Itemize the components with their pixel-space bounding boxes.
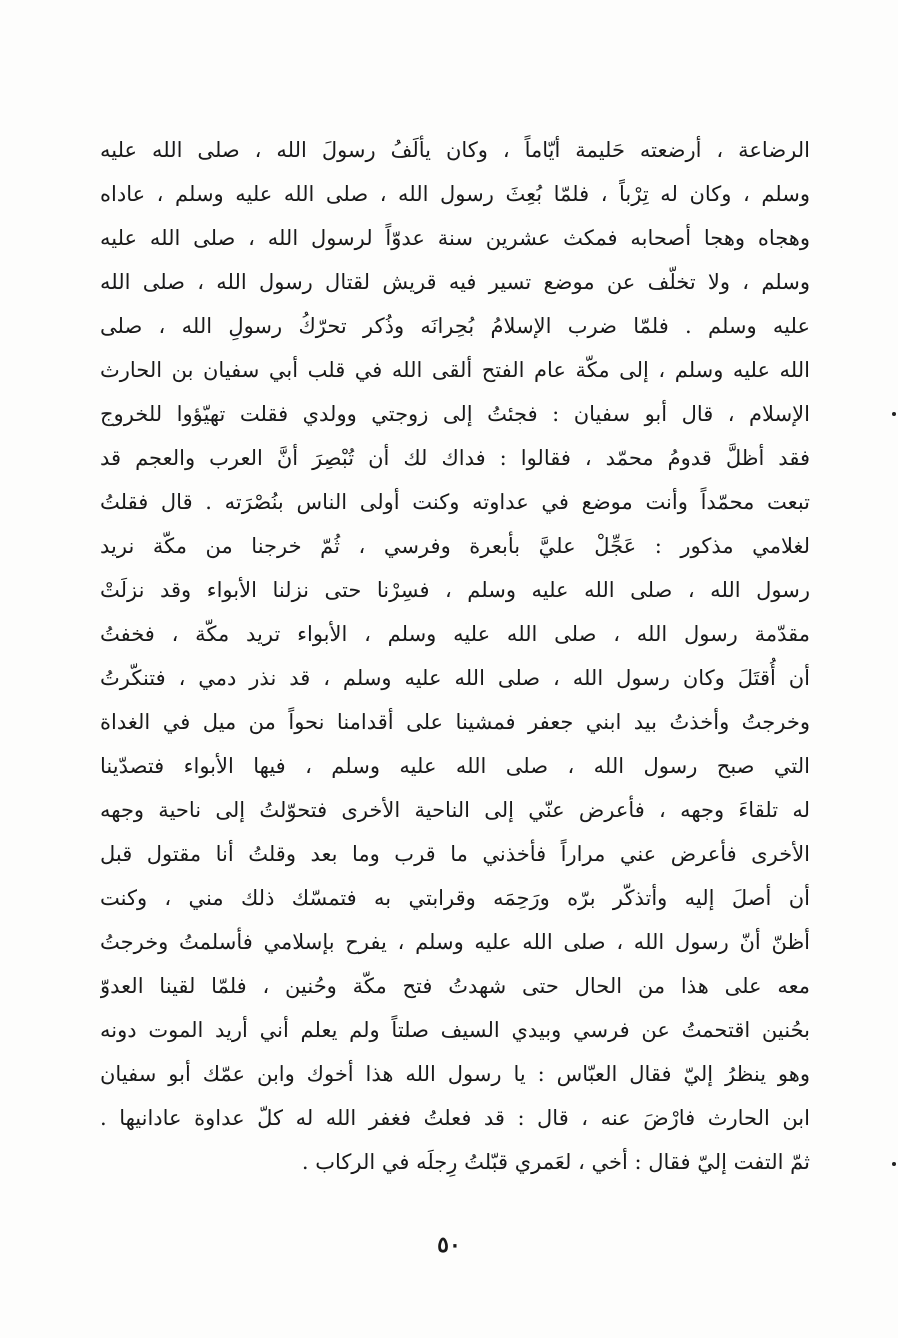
text-line: الرضاعة ، أرضعته حَليمة أيّاماً ، وكان يألَفُ رسولَ الله ، صلى الله عليه — [100, 138, 810, 162]
text-line: الله عليه وسلم ، إلى مكّة عام الفتح ألقى الله في قلب أبي سفيان بن الحارث — [100, 358, 810, 382]
text-line: أظنّ أنّ رسول الله ، صلى الله عليه وسلم ، يفرح بإسلامي فأسلمتُ وخرجتُ — [100, 930, 810, 954]
text-line: له تلقاءَ وجهه ، فأعرض عنّي إلى الناحية الأخرى فتحوّلتُ إلى ناحية وجهه — [100, 798, 810, 822]
text-line: بحُنين اقتحمتُ عن فرسي وبيدي السيف صلتاً ولم يعلم أني أريد الموت دونه — [100, 1018, 810, 1042]
text-line: ابن الحارث فارْضَ عنه ، قال : قد فعلتُ فغفر الله له كلّ عداوة عادانيها . — [100, 1106, 810, 1130]
text-line: أن أُقتَلَ وكان رسول الله ، صلى الله عليه وسلم ، قد نذر دمي ، فتنكّرتُ — [100, 666, 810, 690]
scan-speck — [892, 1162, 896, 1166]
text-line: وسلم ، وكان له تِرْباً ، فلمّا بُعِثَ رسول الله ، صلى الله عليه وسلم ، عاداه — [100, 182, 810, 206]
text-line: تبعت محمّداً وأنت موضع في عداوته وكنت أولى الناس بنُصْرَته . قال فقلتُ — [100, 490, 810, 514]
text-line: أن أصلَ إليه وأتذكّر برّه ورَحِمَه وقرابتي به فتمسّك ذلك مني ، وكنت — [100, 886, 810, 910]
text-line: التي صبح رسول الله ، صلى الله عليه وسلم ، فيها الأبواء فتصدّينا — [100, 754, 810, 778]
text-line: الإسلام ، قال أبو سفيان : فجئتُ إلى زوجتي وولدي فقلت تهيّؤوا للخروج — [100, 402, 810, 426]
text-line: عليه وسلم . فلمّا ضرب الإسلامُ بُحِرانَه وذُكر تحرّكُ رسولِ الله ، صلى — [100, 314, 810, 338]
text-line: مقدّمة رسول الله ، صلى الله عليه وسلم ، الأبواء تريد مكّة ، فخفتُ — [100, 622, 810, 646]
body-text — [100, 128, 810, 1184]
text-line: الأخرى فأعرض عني مراراً فأخذني ما قرب وما بعد وقلتُ أنا مقتول قبل — [100, 842, 810, 866]
text-line: ثمّ التفت إليّ فقال : أخي ، لعَمري قبّلتُ رِجلَه في الركاب . — [301, 1150, 810, 1174]
text-line: لغلامي مذكور : عَجِّلْ عليَّ بأبعرة وفرسي ، ثُمّ خرجنا من مكّة نريد — [100, 534, 810, 558]
text-line: وسلم ، ولا تخلّف عن موضع تسير فيه قريش لقتال رسول الله ، صلى الله — [100, 270, 810, 294]
text-line: رسول الله ، صلى الله عليه وسلم ، فسِرْنا حتى نزلنا الأبواء وقد نزلَتْ — [100, 578, 810, 602]
text-line: وهو ينظرُ إليّ فقال العبّاس : يا رسول الله هذا أخوك وابن عمّك أبو سفيان — [100, 1062, 810, 1086]
text-line: وهجاه وهجا أصحابه فمكث عشرين سنة عدوّاً لرسول الله ، صلى الله عليه — [100, 226, 810, 250]
page-number: ٥٠ — [437, 1232, 461, 1258]
text-line: وخرجتُ وأخذتُ بيد ابني جعفر فمشينا على أقدامنا نحواً من ميل في الغداة — [100, 710, 810, 734]
text-line: فقد أظلَّ قدومُ محمّد ، فقالوا : فداك لك أن تُبْصِرَ أنَّ العرب والعجم قد — [100, 446, 810, 470]
scan-speck — [892, 412, 896, 416]
text-line: معه على هذا من الحال حتى شهدتُ فتح مكّة وحُنين ، فلمّا لقينا العدوّ — [100, 974, 810, 998]
